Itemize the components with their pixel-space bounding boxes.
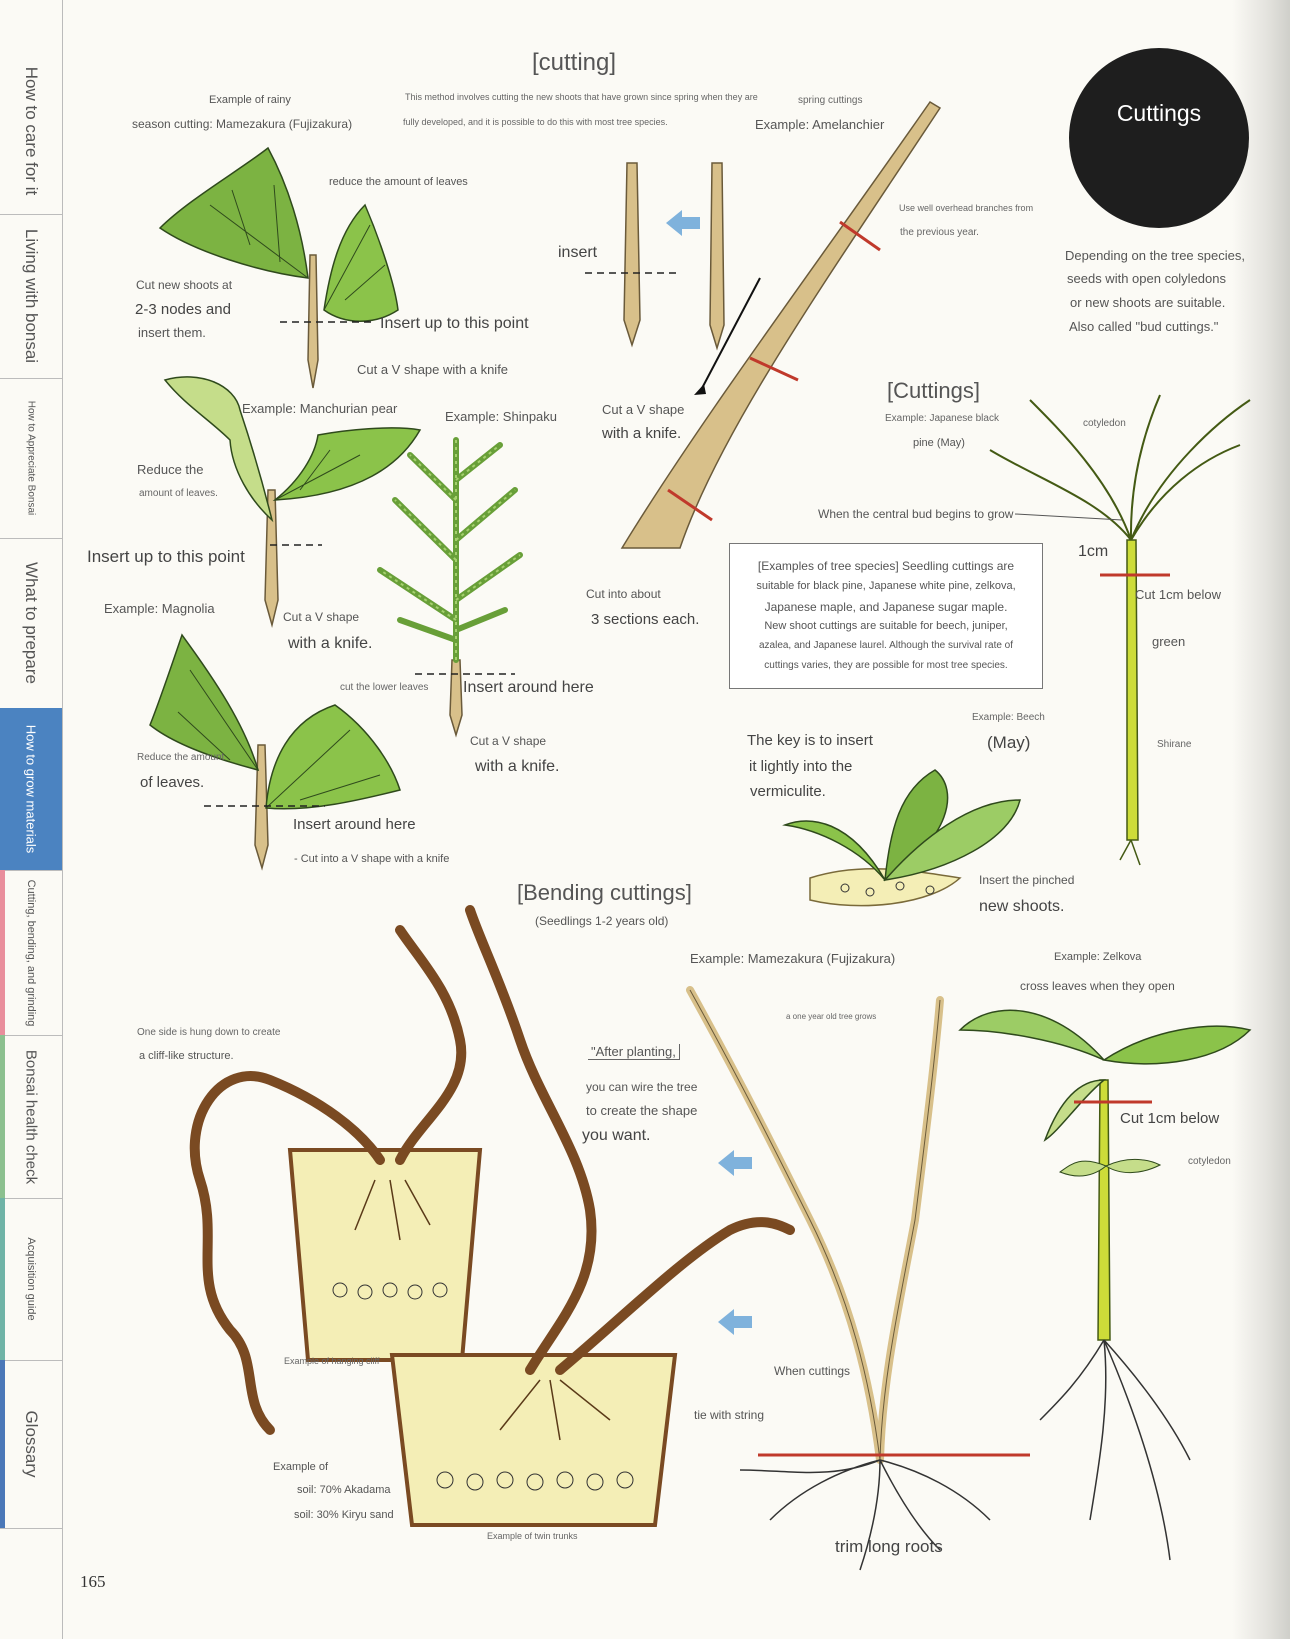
shinpaku-label: Example: Shinpaku xyxy=(445,409,558,424)
cut-new-shoots-line: 2-3 nodes and xyxy=(135,301,231,318)
manchurian-label: Example: Manchurian pear xyxy=(242,401,398,416)
cut-v-line: Cut a V shape xyxy=(602,402,685,417)
rainy-example-line: Example of rainy xyxy=(209,94,291,106)
key-line: The key is to insert xyxy=(747,732,873,749)
tab-label: Living with bonsai xyxy=(22,228,41,364)
method-line: fully developed, and it is possible to do this with most tree species. xyxy=(403,117,668,127)
cut-v-line: Cut a V shape xyxy=(470,734,547,748)
cut-v-label: Cut a V shape with a knife xyxy=(357,362,509,377)
zelkova-line: cross leaves when they open xyxy=(1020,979,1175,993)
cut-v-line: with a knife. xyxy=(288,635,373,652)
insert-up-label: Insert up to this point xyxy=(87,547,245,566)
cut-v-label: - Cut into a V shape with a knife xyxy=(294,853,450,865)
one-side-line: One side is hung down to create xyxy=(137,1027,281,1038)
tab-label: How to grow materials xyxy=(23,724,39,854)
arrow-left-icon xyxy=(718,1309,752,1335)
bending-subtitle: (Seedlings 1-2 years old) xyxy=(535,914,669,928)
after-planting-label: "After planting, xyxy=(588,1044,680,1060)
cut-below-label: Cut 1cm below xyxy=(1120,1110,1220,1127)
reduce-the-line: amount of leaves. xyxy=(139,488,218,499)
key-line: it lightly into the xyxy=(749,758,853,775)
callout-line: New shoot cuttings are suitable for beech, juniper, xyxy=(764,620,1008,632)
cotyledon-label: cotyledon xyxy=(1083,418,1126,429)
twin-trunks-label: Example of twin trunks xyxy=(487,1531,578,1541)
page-number: 165 xyxy=(80,1572,106,1591)
tab-label: Cutting, bending, and grinding xyxy=(25,879,37,1026)
method-line: This method involves cutting the new shoots that have grown since spring when they are xyxy=(405,92,758,102)
trim-roots-label: trim long roots xyxy=(835,1537,943,1556)
cotyledon-label: cotyledon xyxy=(1188,1156,1231,1167)
cut-below-label: Cut 1cm below xyxy=(1135,587,1221,602)
tab-label: How to Appreciate Bonsai xyxy=(25,400,37,516)
cut-v-line: with a knife. xyxy=(475,758,560,775)
reduce-leaves-label: reduce the amount of leaves xyxy=(329,176,468,188)
overhead-line: Use well overhead branches from xyxy=(899,203,1034,213)
green-label: green xyxy=(1152,634,1186,649)
beech-line: (May) xyxy=(987,733,1031,752)
callout-line: Japanese maple, and Japanese sugar maple. xyxy=(764,600,1008,614)
tab-label: Bonsai health check xyxy=(22,1049,40,1184)
callout-line: azalea, and Japanese laurel. Although the survival rate of xyxy=(758,640,1014,651)
intro-line: seeds with open colyledons xyxy=(1067,271,1226,286)
callout-line: suitable for black pine, Japanese white pine, zelkova, xyxy=(756,580,1016,592)
insert-around-label: Insert around here xyxy=(463,679,594,696)
wire-line: you can wire the tree xyxy=(586,1080,698,1094)
cuttings-section-title: [Cuttings] xyxy=(887,378,980,403)
one-cm-label: 1cm xyxy=(1078,543,1109,560)
insert-around-label: Insert around here xyxy=(293,816,416,833)
cut-sections-line: Cut into about xyxy=(586,587,661,601)
cutting-section-title: [cutting] xyxy=(532,49,617,76)
callout-line: [Examples of tree species] Seedling cuttings are xyxy=(757,559,1015,573)
soil-line: Example of xyxy=(273,1461,329,1473)
tab-label: Glossary xyxy=(22,1410,41,1478)
wire-line: you want. xyxy=(582,1127,651,1144)
intro-line: Depending on the tree species, xyxy=(1065,248,1245,263)
soil-line: soil: 70% Akadama xyxy=(297,1484,391,1496)
reduce-amount-line: of leaves. xyxy=(140,774,205,791)
zelkova-line: Example: Zelkova xyxy=(1054,951,1142,963)
key-line: vermiculite. xyxy=(750,783,826,800)
reduce-the-line: Reduce the xyxy=(137,462,204,477)
bending-section-title: [Bending cuttings] xyxy=(517,880,692,905)
intro-line: or new shoots are suitable. xyxy=(1070,295,1226,310)
cut-v-line: with a knife. xyxy=(602,425,682,442)
when-cuttings-label: When cuttings xyxy=(774,1364,851,1378)
magnolia-label: Example: Magnolia xyxy=(104,601,215,616)
soil-line: soil: 30% Kiryu sand xyxy=(294,1509,394,1521)
cut-lower-label: cut the lower leaves xyxy=(340,682,429,693)
cut-new-shoots-line: insert them. xyxy=(138,325,206,340)
badge-title: Cuttings xyxy=(1116,100,1202,126)
arrow-left-icon xyxy=(718,1150,752,1176)
mamezakura-rooted-illustration xyxy=(690,990,1030,1570)
tree-species-callout xyxy=(729,543,1043,689)
cut-sections-line: 3 sections each. xyxy=(591,611,700,628)
spring-line: spring cuttings xyxy=(798,95,863,106)
zelkova-seedling-illustration xyxy=(960,1010,1250,1560)
shirane-label: Shirane xyxy=(1157,739,1192,750)
overhead-line: the previous year. xyxy=(900,227,979,238)
pinched-line: new shoots. xyxy=(979,898,1065,915)
tab-label: What to prepare xyxy=(22,562,41,684)
tab-label: Acquisition guide xyxy=(25,1237,37,1321)
insert-label: insert xyxy=(558,244,598,261)
reduce-amount-line: Reduce the amount xyxy=(137,752,225,763)
beech-line: Example: Beech xyxy=(972,712,1045,723)
pinched-line: Insert the pinched xyxy=(979,873,1075,887)
pine-example-line: Example: Japanese black xyxy=(885,413,999,424)
rainy-example-line: season cutting: Mamezakura (Fujizakura) xyxy=(132,117,353,131)
intro-line: Also called "bud cuttings." xyxy=(1069,319,1219,334)
amelanchier-cuttings-illustration xyxy=(585,102,940,548)
pine-example-line: pine (May) xyxy=(913,437,965,449)
cuttings-badge xyxy=(1069,48,1249,228)
cut-v-line: Cut a V shape xyxy=(283,610,360,624)
spring-line: Example: Amelanchier xyxy=(755,117,885,132)
central-bud-label: When the central bud begins to grow xyxy=(818,507,1014,521)
insert-up-label: Insert up to this point xyxy=(380,315,529,332)
cut-new-shoots-line: Cut new shoots at xyxy=(136,278,233,292)
hanging-cliff-label: Example of hanging cliff xyxy=(284,1356,380,1366)
mamezakura-label: Example: Mamezakura (Fujizakura) xyxy=(690,951,896,966)
tab-label: How to care for it xyxy=(22,66,41,196)
one-year-label: a one year old tree grows xyxy=(786,1012,877,1021)
callout-line: cuttings varies, they are possible for most tree species. xyxy=(764,660,1008,671)
wire-line: to create the shape xyxy=(586,1103,698,1118)
one-side-line: a cliff-like structure. xyxy=(139,1050,234,1062)
tie-string-label: tie with string xyxy=(694,1408,765,1422)
